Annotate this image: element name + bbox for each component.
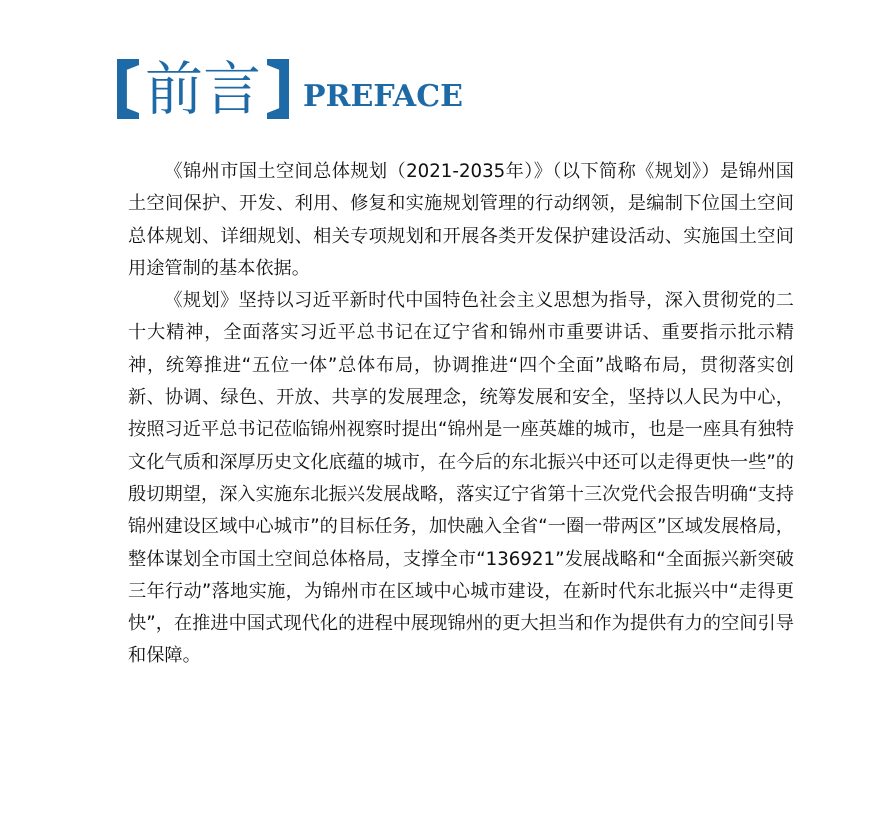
heading-title-en: PREFACE — [303, 79, 463, 114]
preface-body — [128, 156, 794, 673]
left-bracket-icon — [117, 59, 139, 119]
right-bracket-icon — [267, 59, 289, 119]
heading-cn-group — [117, 56, 289, 122]
heading-title-cn: 前言 — [145, 55, 262, 123]
paragraph-2: 《规划》坚持以习近平新时代中国特色社会主义思想为指导，深入贯彻党的二十大精神，全面落实习近平总书记在辽宁省和锦州市重要讲话、重要指示批示精神，统筹推进“五位一体”总体布局，协调推进“四个全面”战略布局，贯彻落实创新、协调、绿色、开放、共享的发展理念，统筹发展和安全，坚持以人民为中心，按照习近平总书记莅临锦州视察时提出“锦州是一座英雄的城市，也是一座具有独特文化气质和深厚历史文化底蕴的城市，在今后的东北振兴中还可以走得更快一些”的殷切期望，深入实施东北振兴发展战略，落实辽宁省第十三次党代会报告明确“支持锦州建设区域中心城市”的目标任务，加快融入全省“一圈一带两区”区域发展格局，整体谋划全市国土空间总体格局，支撑全市“136921”发展战略和“全面振兴新突破三年行动”落地实施，为锦州市在区域中心城市建设，在新时代东北振兴中“走得更快”，在推进中国式现代化的进程中展现锦州的更大担当和作为提供有力的空间引导和保障。 — [128, 290, 794, 667]
preface-heading — [117, 52, 463, 122]
paragraph-1: 《锦州市国土空间总体规划（2021-2035年）》（以下简称《规划》）是锦州国土空间保护、开发、利用、修复和实施规划管理的行动纲领，是编制下位国土空间总体规划、详细规划、相关专项规划和开展各类开发保护建设活动、实施国土空间用途管制的基本依据。 — [128, 161, 794, 279]
